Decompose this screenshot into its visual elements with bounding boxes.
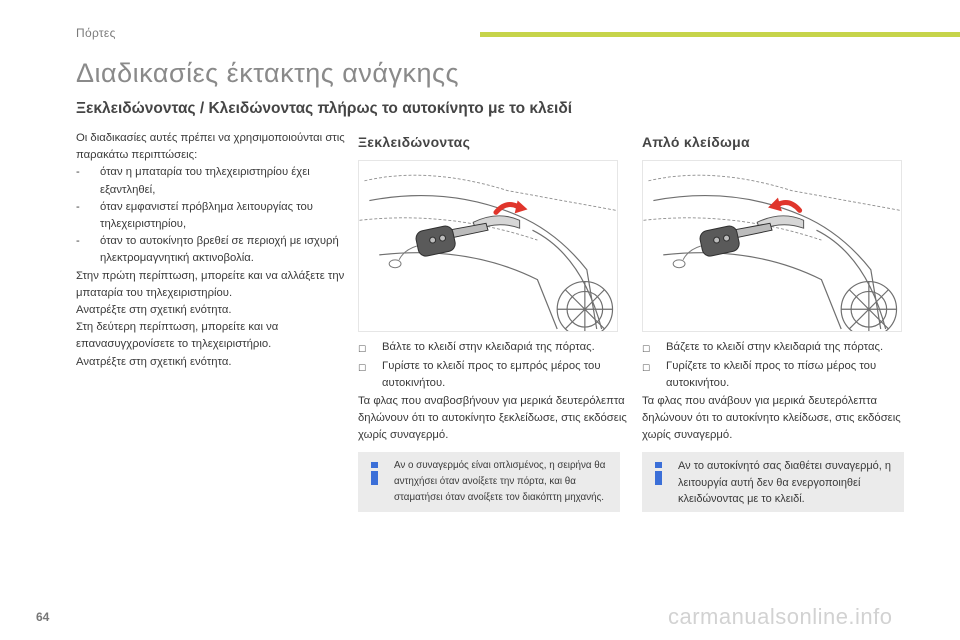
- page-title: Διαδικασίες έκτακτης ανάγκηςς: [76, 58, 460, 88]
- intro-para-1-ref: Ανατρέξτε στη σχετική ενότητα.: [76, 304, 232, 317]
- locking-note: Τα φλας που ανάβουν για μερικά δευτερόλεπτα δηλώνουν ότι το αυτοκίνητο κλείδωσε, στις εκδόσεις χωρίς συναγερμό.: [642, 394, 901, 442]
- section-title: Ξεκλειδώνοντας / Κλειδώνοντας πλήρως το αυτοκίνητο με το κλειδί: [76, 100, 573, 117]
- square-checkbox-icon: ☐: [642, 344, 651, 354]
- locking-info-box: [642, 452, 904, 512]
- unlocking-steps: [358, 339, 628, 444]
- locking-info-text: Αν το αυτοκίνητό σας διαθέτει συναγερμό, η λειτουργία αυτή δεν θα ενεργοποιηθεί κλειδώνοντας με το κλειδί.: [678, 460, 892, 505]
- intro-lead: Οι διαδικασίες αυτές πρέπει να χρησιμοποιούνται στις παρακάτω περιπτώσεις:: [76, 132, 345, 162]
- intro-para-2-ref: Ανατρέξτε στη σχετική ενότητα.: [76, 355, 232, 368]
- locking-steps: [642, 339, 912, 444]
- square-checkbox-icon: ☐: [358, 363, 367, 374]
- info-icon: [654, 462, 664, 486]
- intro-bullet: - όταν η μπαταρία του τηλεχειριστηρίου έχει εξαντληθεί,: [76, 166, 310, 196]
- step-item: ☐ Βάλτε το κλειδί στην κλειδαριά της πόρτας.: [358, 339, 628, 358]
- unlocking-note: Τα φλας που αναβοσβήνουν για μερικά δευτερόλεπτα δηλώνουν ότι το αυτοκίνητο ξεκλείδωσε, στις εκδόσεις χωρίς συναγερμό.: [358, 394, 627, 442]
- square-checkbox-icon: ☐: [642, 363, 651, 374]
- chapter-title: Πόρτες: [76, 26, 116, 40]
- square-checkbox-icon: ☐: [358, 344, 367, 354]
- step-item: ☐ Γυρίστε το κλειδί προς το εμπρός μέρος του αυτοκινήτου.: [358, 358, 628, 392]
- page-number: 64: [36, 610, 50, 624]
- step-item: ☐ Γυρίζετε το κλειδί προς το πίσω μέρος του αυτοκινήτου.: [642, 358, 912, 392]
- unlocking-illustration: [358, 160, 618, 332]
- locking-illustration: [642, 160, 902, 332]
- intro-para-1: Στην πρώτη περίπτωση, μπορείτε και να αλλάξετε την μπαταρία του τηλεχειριστηρίου.: [76, 269, 345, 299]
- watermark: carmanualsonline.info: [668, 604, 893, 629]
- step-item: ☐ Βάζετε το κλειδί στην κλειδαριά της πόρτας.: [642, 339, 912, 358]
- locking-title: Απλό κλείδωμα: [642, 134, 750, 150]
- intro-para-2: Στη δεύτερη περίπτωση, μπορείτε και να επανασυγχρονίσετε το τηλεχειριστήριο.: [76, 321, 279, 351]
- intro-bullet: - όταν το αυτοκίνητο βρεθεί σε περιοχή με ισχυρή ηλεκτρομαγνητική ακτινοβολία.: [76, 235, 339, 265]
- car-door-key-unlock-illustration: [359, 161, 617, 331]
- unlocking-title: Ξεκλειδώνοντας: [358, 134, 471, 150]
- unlocking-info-text: Αν ο συναγερμός είναι οπλισμένος, η σειρήνα θα αντηχήσει όταν ανοίξετε την πόρτα, και θα σταματήσει όταν ανοίξετε τον διακόπτη μηχανής.: [394, 460, 606, 503]
- info-icon: [370, 462, 380, 486]
- car-door-key-lock-illustration: [643, 161, 901, 331]
- chapter-accent-bar: [480, 32, 960, 37]
- unlocking-info-box: [358, 452, 620, 512]
- intro-bullet: - όταν εμφανιστεί πρόβλημα λειτουργίας του τηλεχειριστηρίου,: [76, 200, 313, 231]
- intro-column: [76, 130, 346, 371]
